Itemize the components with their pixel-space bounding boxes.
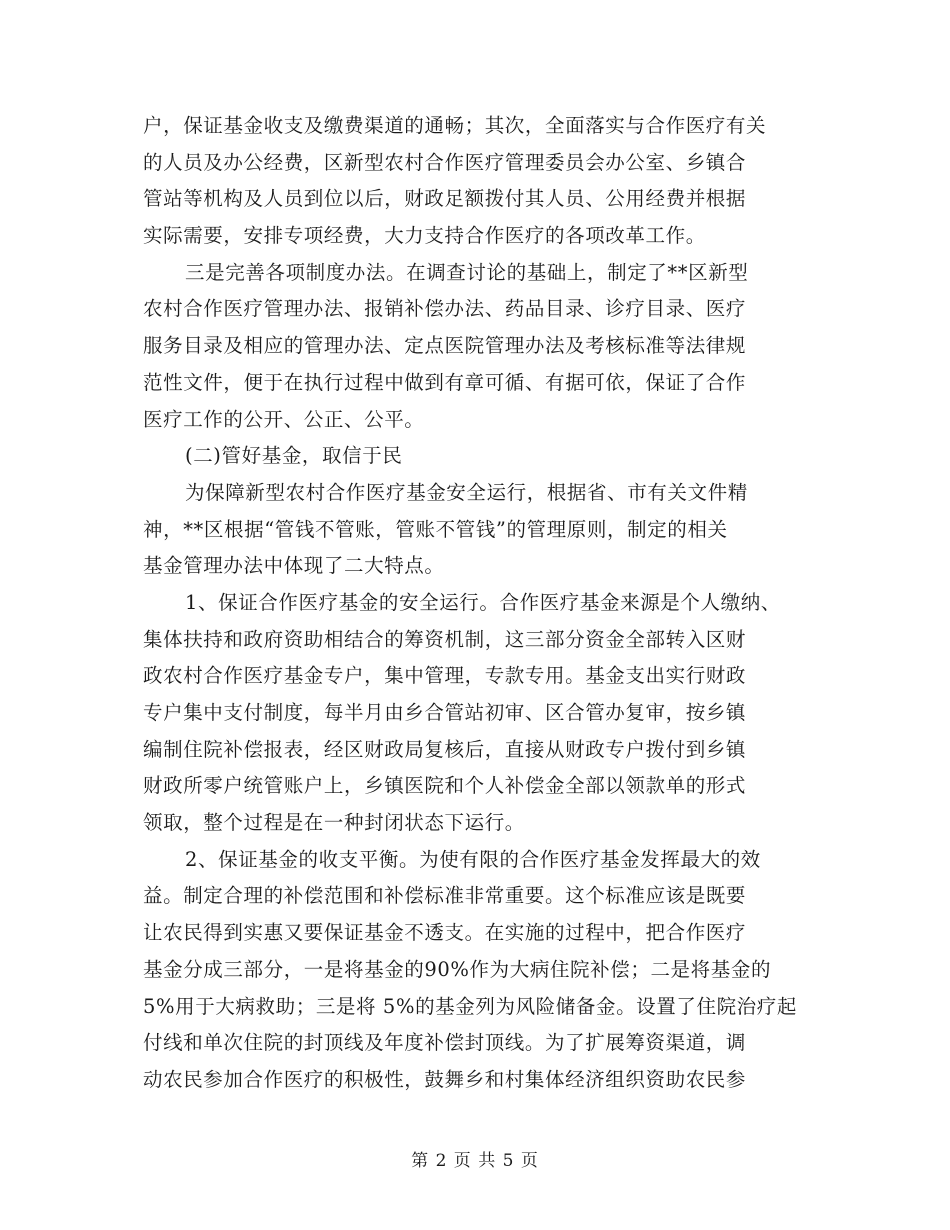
text-line: 农村合作医疗管理办法、报销补偿办法、药品目录、诊疗目录、医疗 xyxy=(143,297,747,321)
text-line: 动农民参加合作医疗的积极性，鼓舞乡和村集体经济组织资助农民参 xyxy=(143,1067,747,1091)
text-line: 范性文件，便于在执行过程中做到有章可循、有据可依，保证了合作 xyxy=(143,370,747,394)
text-line: 基金管理办法中体现了二大特点。 xyxy=(143,554,445,578)
text-line: 编制住院补偿报表，经区财政局复核后，直接从财政专户拨付到乡镇 xyxy=(143,737,747,761)
text-line: 财政所零户统管账户上，乡镇医院和个人补偿金全部以领款单的形式 xyxy=(143,774,747,798)
text-line: 领取，整个过程是在一种封闭状态下运行。 xyxy=(143,811,525,835)
text-line: 专户集中支付制度，每半月由乡合管站初审、区合管办复审，按乡镇 xyxy=(143,701,747,724)
paragraph-first-line: 1、保证合作医疗基金的安全运行。合作医疗基金来源是个人缴纳、 xyxy=(185,590,781,614)
text-line: 服务目录及相应的管理办法、定点医院管理办法及考核标准等法律规 xyxy=(143,334,747,358)
text-line: 医疗工作的公开、公正、公平。 xyxy=(143,407,425,431)
paragraph-first-line: 2、保证基金的收支平衡。为使有限的合作医疗基金发挥最大的效 xyxy=(185,847,761,871)
document-body xyxy=(143,108,808,1099)
paragraph-first-line: 三是完善各项制度办法。在调查讨论的基础上，制定了**区新型 xyxy=(185,260,749,284)
text-line: 让农民得到实惠又要保证基金不透支。在实施的过程中，把合作医疗 xyxy=(143,921,747,945)
text-line: 神，**区根据“管钱不管账，管账不管钱”的管理原则，制定的相关 xyxy=(143,517,728,541)
text-line: 益。制定合理的补偿范围和补偿标准非常重要。这个标准应该是既要 xyxy=(143,884,747,908)
paragraph-first-line: 为保障新型农村合作医疗基金安全运行，根据省、市有关文件精 xyxy=(185,480,748,504)
text-line: 付线和单次住院的封顶线及年度补偿封顶线。为了扩展筹资渠道，调 xyxy=(143,1031,747,1055)
text-line: 管站等机构及人员到位以后，财政足额拨付其人员、公用经费并根据 xyxy=(143,187,747,211)
text-line: 政农村合作医疗基金专户，集中管理，专款专用。基金支出实行财政 xyxy=(143,664,747,688)
text-line: 户，保证基金收支及缴费渠道的通畅；其次，全面落实与合作医疗有关 xyxy=(143,114,767,137)
text-line: 实际需要，安排专项经费，大力支持合作医疗的各项改革工作。 xyxy=(143,224,706,248)
section-heading: (二)管好基金，取信于民 xyxy=(185,444,403,468)
page-footer: 第 2 页 共 5 页 xyxy=(411,1151,539,1171)
text-line: 5%用于大病救助；三是将 5%的基金列为风险储备金。设置了住院治疗起 xyxy=(143,994,797,1018)
text-line: 集体扶持和政府资助相结合的筹资机制，这三部分资金全部转入区财 xyxy=(143,627,747,651)
text-line: 基金分成三部分，一是将基金的90%作为大病住院补偿；二是将基金的 xyxy=(143,957,772,981)
text-line: 的人员及办公经费，区新型农村合作医疗管理委员会办公室、乡镇合 xyxy=(143,150,747,174)
